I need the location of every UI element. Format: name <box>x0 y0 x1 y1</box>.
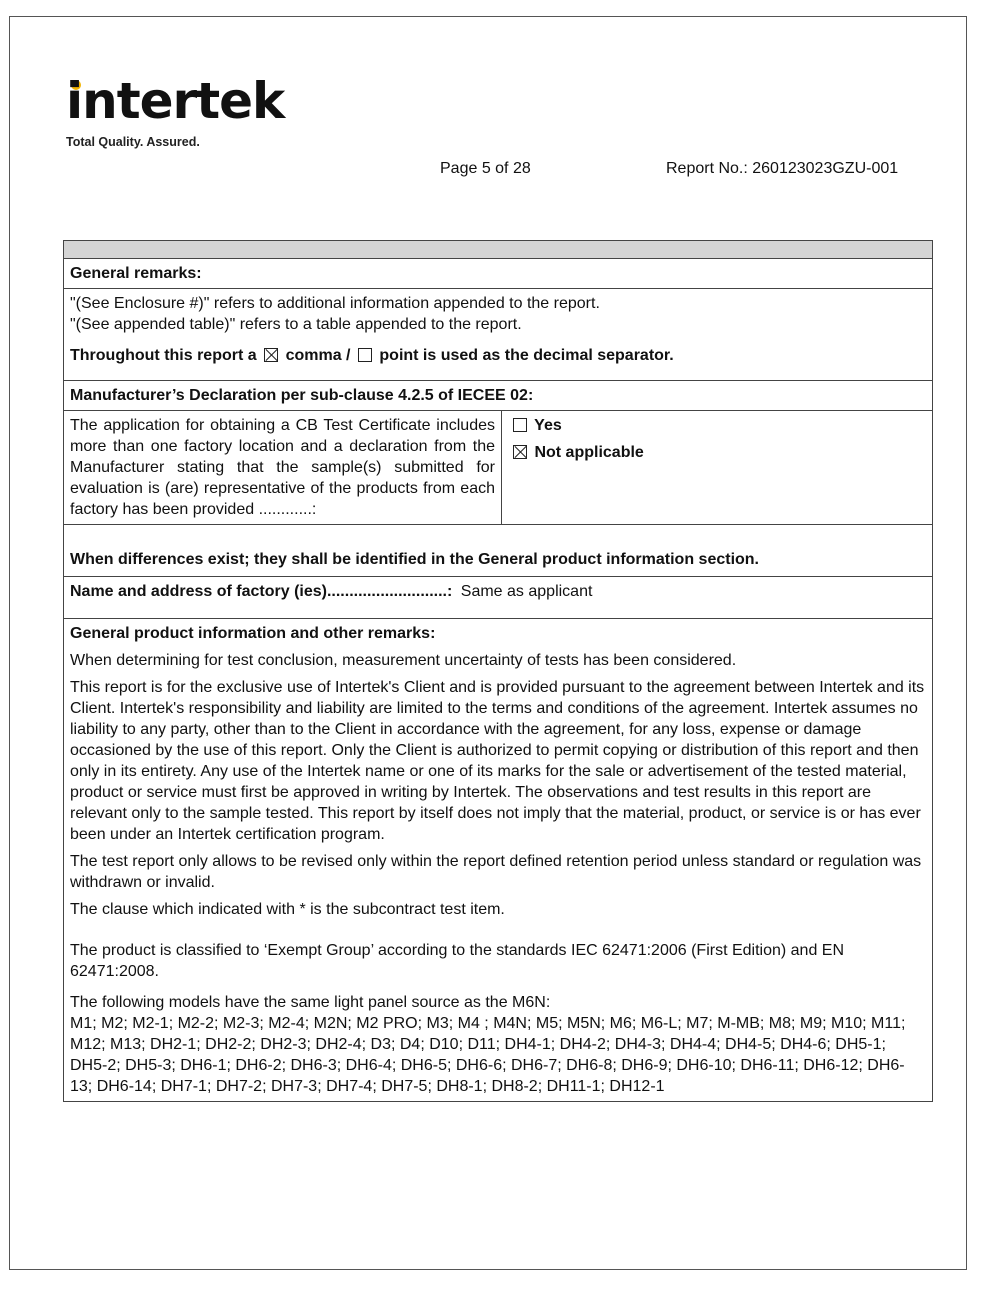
decimal-separator-line <box>70 345 926 366</box>
revision-note: The test report only allows to be revised only within the report defined retention period unless standard or regulation was withdrawn or invalid. <box>70 853 922 891</box>
table-header-band <box>64 241 932 259</box>
logo-text: intertek <box>66 72 285 130</box>
exclusive-use-disclaimer: This report is for the exclusive use of Intertek's Client and is provided pursuant to the agreement between Intertek and its Client. Intertek's responsibility and liability are limited to the terms and conditions of the agreement. Intertek assumes no liability to any party, other than to the Client in accordance with the agreement, for any loss, expense or damage occasioned by the use of this report. Only the Client is authorized to permit copying or distribution of this report and then only in its entirety. Any use of the Intertek name or one of its marks for the sale or advertisement of the tested material, product or service must first be approved in writing by Intertek. The observations and test results in this report are relevant only to the sample tested. This report by itself does not imply that the material, product, or service is or has ever been under an Intertek certification program. <box>70 679 925 843</box>
product-info-heading: General product information and other remarks: <box>70 625 436 642</box>
comma-checkbox-checked-icon[interactable] <box>264 348 278 362</box>
model-list <box>70 992 926 1097</box>
yes-checkbox-unchecked-icon[interactable] <box>513 418 527 432</box>
factory-row <box>64 577 932 619</box>
exempt-group-classification: The product is classified to ‘Exempt Group’ according to the standards IEC 62471:2006 (First Edition) and EN 62471:2008. <box>70 942 845 980</box>
general-remarks-heading: General remarks: <box>64 259 932 289</box>
manufacturer-declaration-row <box>64 411 932 525</box>
appended-table-note: "(See appended table)" refers to a table appended to the report. <box>70 316 522 333</box>
product-info-section <box>64 619 932 1101</box>
page-number: Page 5 of 28 <box>440 160 531 177</box>
option-na-label: Not applicable <box>534 444 644 461</box>
option-yes <box>510 415 924 436</box>
decimal-comma-label: comma / <box>285 347 351 364</box>
remarks-table <box>63 240 933 1102</box>
decimal-prefix: Throughout this report a <box>70 347 257 364</box>
factory-label: Name and address of factory (ies)...........................: <box>70 583 453 600</box>
point-checkbox-unchecked-icon[interactable] <box>358 348 372 362</box>
not-applicable-checkbox-checked-icon[interactable] <box>513 445 527 459</box>
manufacturer-declaration-heading: Manufacturer’s Declaration per sub-clause 4.2.5 of IECEE 02: <box>64 381 932 411</box>
option-not-applicable <box>510 442 924 463</box>
declaration-options <box>502 411 932 524</box>
subcontract-note: The clause which indicated with * is the subcontract test item. <box>70 901 505 918</box>
spacer <box>70 926 926 940</box>
factory-value: Same as applicant <box>460 583 593 600</box>
report-number: Report No.: 260123023GZU-001 <box>666 160 899 177</box>
model-list-models: M1; M2; M2-1; M2-2; M2-3; M2-4; M2N; M2 PRO; M3; M4 ; M4N; M5; M5N; M6; M6-L; M7; M-MB; M8; M9; M10; M11; M12; M13; DH2-1; DH2-2; DH2-3; DH2-4; D3; D4; D10; D11; DH4-1; DH4-2; DH4-3; DH4-4; DH4-5; DH4-6; DH5-1; DH5-2; DH5-3; DH6-1; DH6-2; DH6-3; DH6-4; DH6-5; DH6-6; DH6-7; DH6-8; DH6-9; DH6-10; DH6-11; DH6-12; DH6-13; DH6-14; DH7-1; DH7-2; DH7-3; DH7-4; DH7-5; DH8-1; DH8-2; DH11-1; DH12-1 <box>70 1015 906 1095</box>
decimal-point-label: point is used as the decimal separator. <box>379 347 674 364</box>
logo-tagline: Total Quality. Assured. <box>66 135 200 149</box>
intertek-logo <box>66 72 285 130</box>
option-yes-label: Yes <box>534 417 562 434</box>
general-remarks-body <box>64 289 932 381</box>
differences-note <box>64 525 932 577</box>
declaration-question: The application for obtaining a CB Test Certificate includes more than one factory location and a declaration from the Manufacturer stating that the sample(s) submitted for evaluation is (are) representative of the products from each factory has been provided ............: <box>64 411 502 524</box>
enclosure-note: "(See Enclosure #)" refers to additional information appended to the report. <box>70 295 600 312</box>
differences-note-text: When differences exist; they shall be identified in the General product information section. <box>70 551 759 568</box>
model-list-intro: The following models have the same light panel source as the M6N: <box>70 994 551 1011</box>
measurement-uncertainty-note: When determining for test conclusion, measurement uncertainty of tests has been considered. <box>70 652 737 669</box>
